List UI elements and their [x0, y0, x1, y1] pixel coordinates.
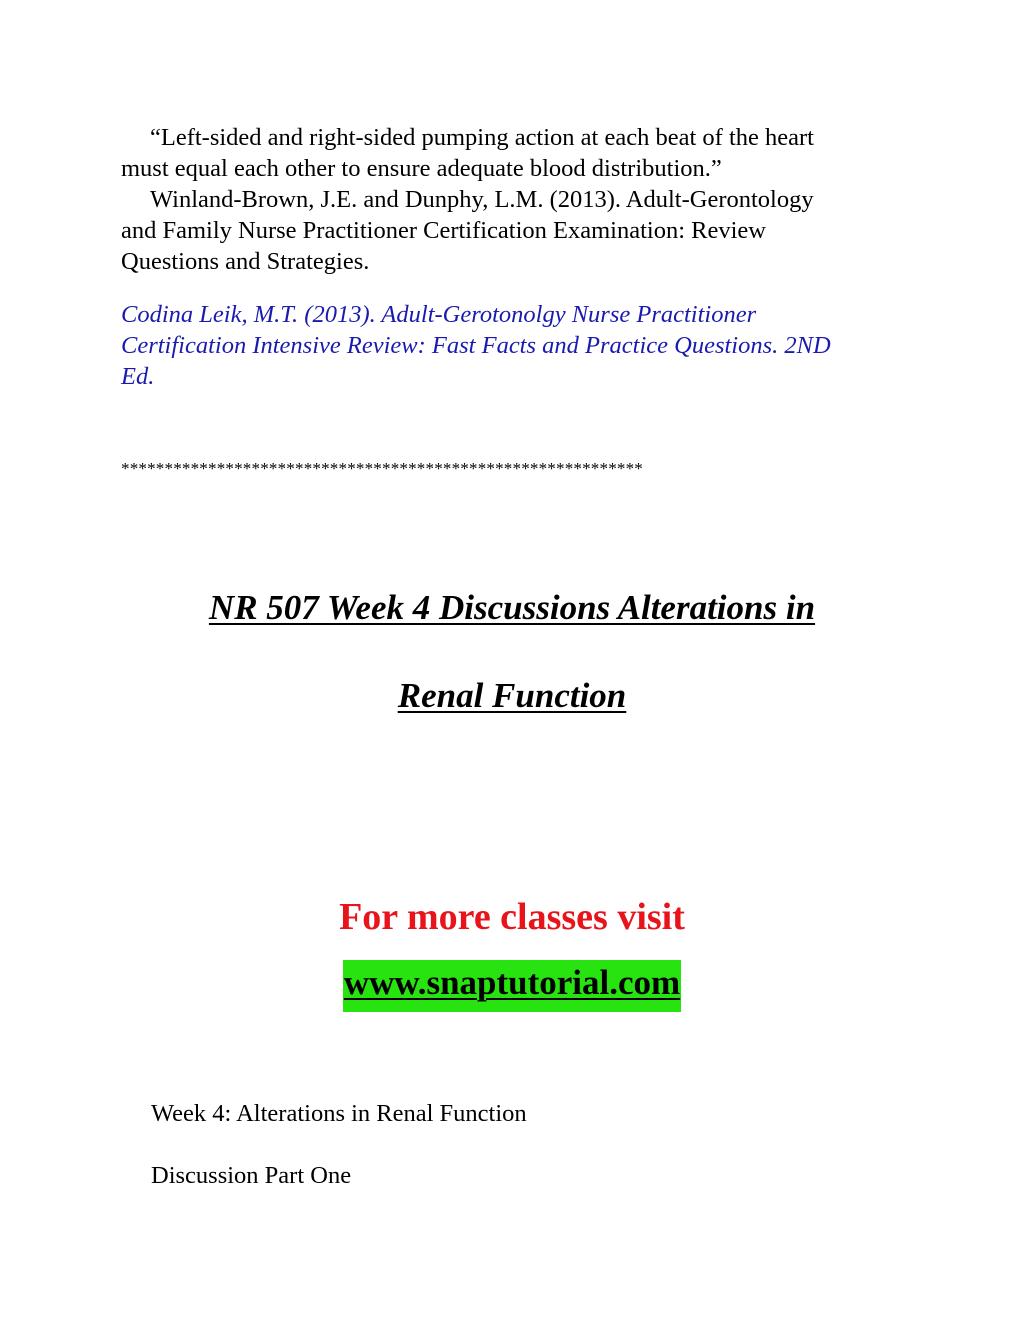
reference-line: Questions and Strategies. — [121, 248, 370, 275]
reference-line: Winland-Brown, J.E. and Dunphy, L.M. (2013). Adult-Gerontology — [150, 186, 814, 213]
document-title-line-2: Renal Function — [397, 676, 627, 715]
citation-line: Codina Leik, M.T. (2013). Adult-Gerotonolgy Nurse Practitioner — [121, 301, 757, 328]
reference-line: and Family Nurse Practitioner Certification Examination: Review — [121, 217, 767, 244]
italic-citation — [121, 299, 911, 392]
document-title-line-1: NR 507 Week 4 Discussions Alterations in — [208, 588, 816, 627]
discussion-part-heading: Discussion Part One — [151, 1162, 352, 1189]
promo-link-wrapper — [0, 960, 1024, 1012]
quote-block — [121, 122, 911, 277]
snaptutorial-link[interactable]: www.snaptutorial.com — [343, 960, 681, 1012]
quote-line: must equal each other to ensure adequate blood distribution.” — [121, 155, 722, 182]
citation-line: Ed. — [121, 363, 155, 390]
quote-line: “Left-sided and right-sided pumping action at each beat of the heart — [150, 124, 814, 151]
asterisk-separator: ************************************************************ — [121, 459, 643, 478]
week-heading: Week 4: Alterations in Renal Function — [151, 1100, 527, 1127]
citation-line: Certification Intensive Review: Fast Facts and Practice Questions. 2ND — [121, 332, 831, 359]
promo-text: For more classes visit — [339, 896, 685, 938]
